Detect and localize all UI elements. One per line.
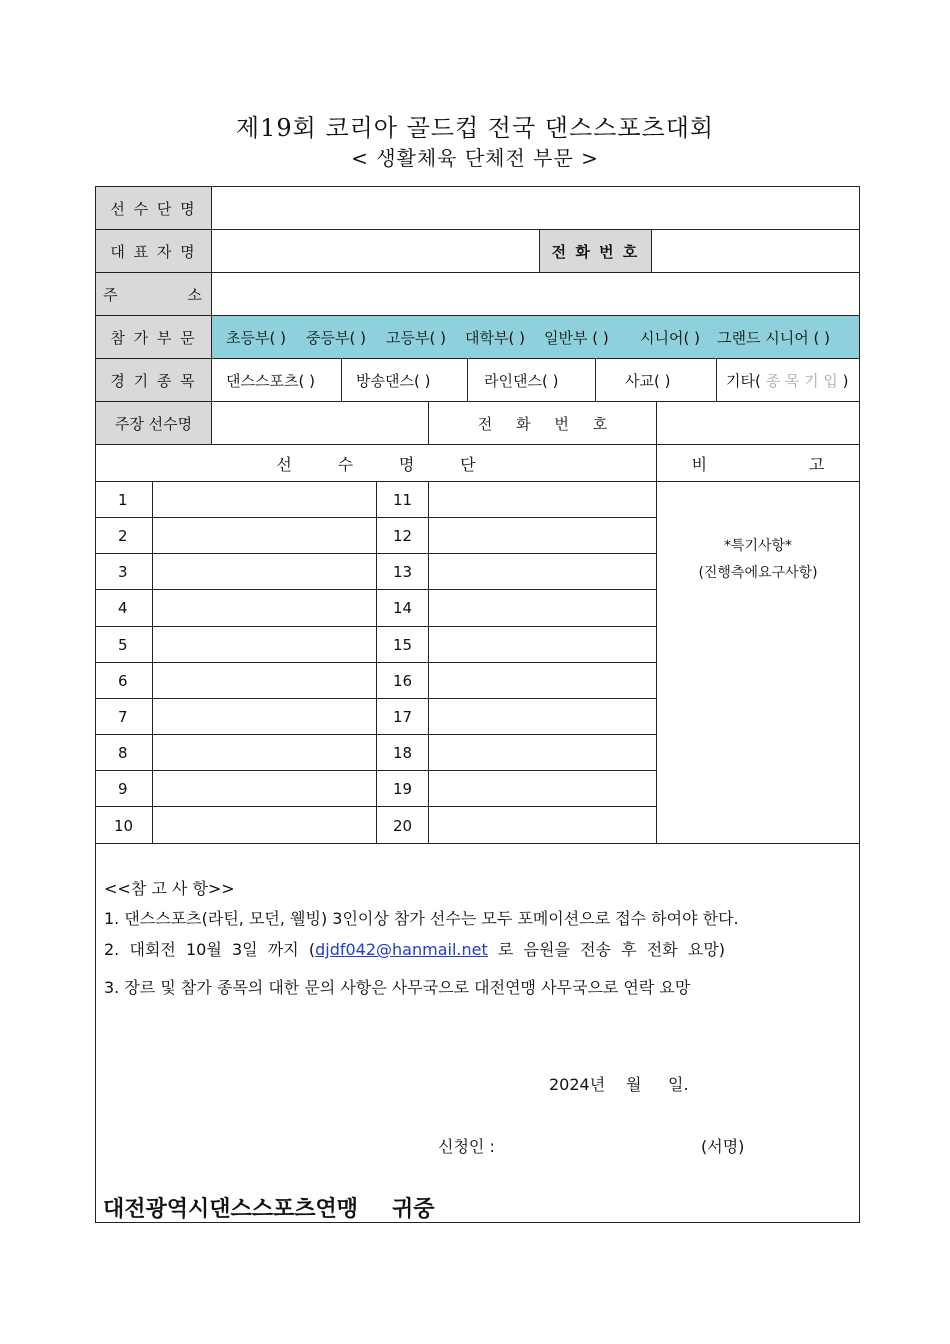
roster-number: 16 xyxy=(393,672,413,690)
roster-names-right[interactable] xyxy=(429,482,656,843)
roster-names-left[interactable] xyxy=(153,482,376,843)
roster-number: 4 xyxy=(118,599,128,617)
event-social[interactable]: 사교( ) xyxy=(625,372,671,390)
form-title: 제19회 코리아 골드컵 전국 댄스스포츠대회 xyxy=(235,114,715,142)
representative-label: 대 표 자 명 xyxy=(96,230,211,272)
captain-phone-label: 전 화 번 호 xyxy=(477,414,608,433)
captain-phone-field[interactable] xyxy=(657,402,859,444)
division-elementary[interactable]: 초등부( ) xyxy=(226,329,286,347)
event-dancesport[interactable]: 댄스스포츠( ) xyxy=(226,372,315,390)
event-other[interactable]: 기타( 종 목 기 입 ) xyxy=(726,372,849,390)
team-name-label: 선 수 단 명 xyxy=(96,187,211,229)
form-subtitle: < 생활체육 단체전 부문 > xyxy=(351,146,599,170)
roster-number: 5 xyxy=(118,636,128,654)
roster-number: 11 xyxy=(393,491,413,509)
event-label: 경 기 종 목 xyxy=(96,359,211,401)
roster-number: 12 xyxy=(393,527,413,545)
roster-number: 8 xyxy=(118,744,128,762)
roster-number: 13 xyxy=(393,563,413,581)
event-line-dance[interactable]: 라인댄스( ) xyxy=(484,372,559,390)
roster-number: 17 xyxy=(393,708,413,726)
phone-field[interactable] xyxy=(652,230,859,272)
roster-number: 1 xyxy=(118,491,128,509)
phone-label: 전 화 번 호 xyxy=(540,230,651,272)
roster-number: 14 xyxy=(393,599,413,617)
signature-label: (서명) xyxy=(701,1137,745,1156)
division-middle[interactable]: 중등부( ) xyxy=(306,329,366,347)
team-name-field[interactable] xyxy=(212,187,859,229)
event-broadcast-dance[interactable]: 방송댄스( ) xyxy=(356,372,431,390)
division-label: 참 가 부 문 xyxy=(96,316,211,358)
note-item-1: 1. 댄스스포츠(라틴, 모던, 웰빙) 3인이상 참가 선수는 모두 포메이션으로 접수 하여야 한다. xyxy=(104,909,739,928)
applicant-label: 신청인 : xyxy=(438,1137,495,1156)
roster-number: 18 xyxy=(393,744,413,762)
date-year: 2024년 xyxy=(549,1075,606,1094)
roster-number: 10 xyxy=(114,817,134,835)
captain-label: 주장 선수명 xyxy=(96,402,211,444)
division-grand-senior[interactable]: 그랜드 시니어 ( ) xyxy=(717,329,830,347)
notes-heading: <<참 고 사 항>> xyxy=(104,879,235,898)
date-day: 일. xyxy=(668,1075,689,1094)
roster-number: 6 xyxy=(118,672,128,690)
note-item-2: 2. 대회전 10월 3일 까지 (djdf042@hanmail.net 로 음원을 전송 후 전화 요망) xyxy=(104,940,726,959)
contact-email-link[interactable]: djdf042@hanmail.net xyxy=(315,940,488,959)
remarks-title: *특기사항* xyxy=(723,538,793,554)
remarks-header: 비 고 xyxy=(691,454,825,474)
roster-number: 15 xyxy=(393,636,413,654)
roster-number: 3 xyxy=(118,563,128,581)
date-month: 월 xyxy=(626,1075,642,1094)
division-senior[interactable]: 시니어( ) xyxy=(640,329,700,347)
roster-number: 9 xyxy=(118,780,128,798)
remarks-field[interactable] xyxy=(657,590,859,843)
roster-number: 20 xyxy=(393,817,413,835)
roster-number: 19 xyxy=(393,780,413,798)
division-university[interactable]: 대학부( ) xyxy=(465,329,525,347)
division-high[interactable]: 고등부( ) xyxy=(386,329,446,347)
remarks-subtitle: (진행측에요구사항) xyxy=(698,565,818,581)
division-general[interactable]: 일반부 ( ) xyxy=(544,329,609,347)
captain-name-field[interactable] xyxy=(212,402,428,444)
applicant-name-field[interactable] xyxy=(515,1128,685,1156)
roster-header: 선 수 명 단 xyxy=(276,454,476,474)
roster-number: 7 xyxy=(118,708,128,726)
recipient: 대전광역시댄스스포츠연맹 xyxy=(103,1197,359,1222)
note-item-3: 3. 장르 및 참가 종목의 대한 문의 사항은 사무국으로 대전연맹 사무국으로 연락 요망 xyxy=(104,978,691,997)
representative-field[interactable] xyxy=(212,230,539,272)
event-other-hint: 종 목 기 입 xyxy=(760,372,843,390)
roster-number: 2 xyxy=(118,527,128,545)
address-label: 주 소 xyxy=(96,273,211,315)
address-field[interactable] xyxy=(212,273,859,315)
recipient-suffix: 귀중 xyxy=(392,1197,435,1222)
